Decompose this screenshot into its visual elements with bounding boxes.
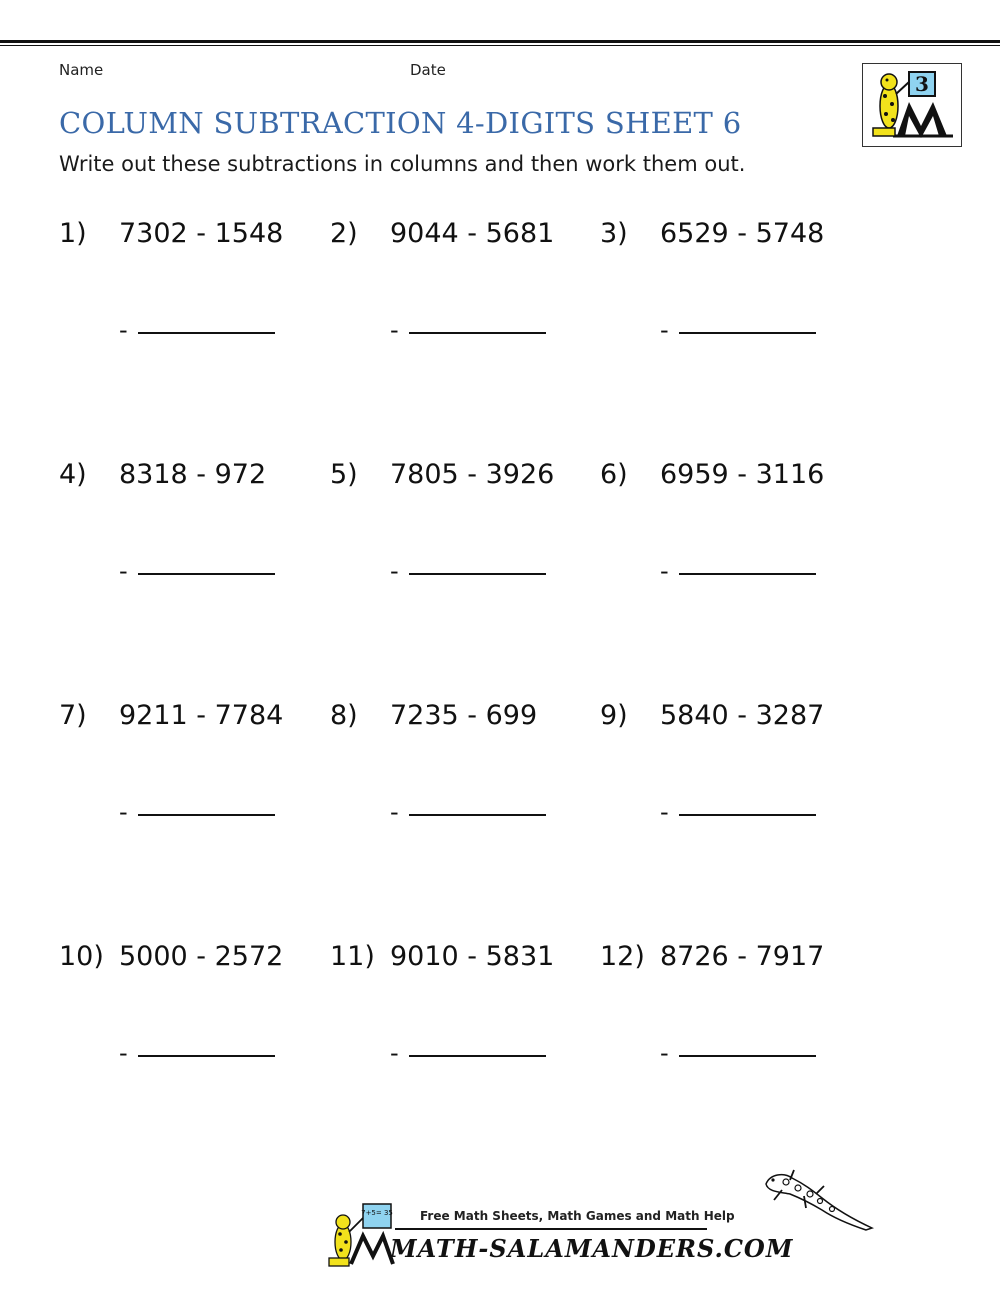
problem-item: [59, 700, 329, 840]
minus-sign: -: [660, 316, 669, 344]
worksheet-title: COLUMN SUBTRACTION 4-DIGITS SHEET 6: [59, 106, 742, 140]
problem-number: 11): [330, 941, 375, 972]
problem-item: [59, 459, 329, 599]
name-label: Name: [59, 61, 104, 79]
problem-expression: 7235 - 699: [390, 700, 538, 731]
answer-line[interactable]: [409, 1055, 546, 1057]
problem-item: [330, 700, 600, 840]
answer-line[interactable]: [679, 1055, 816, 1057]
minus-sign: -: [660, 557, 669, 585]
problem-number: 3): [600, 218, 628, 249]
problem-number: 2): [330, 218, 358, 249]
footer-tagline: Free Math Sheets, Math Games and Math Help: [420, 1209, 735, 1223]
problem-item: [330, 218, 600, 358]
answer-line[interactable]: [409, 573, 546, 575]
problem-expression: 5840 - 3287: [660, 700, 825, 731]
footer-logo-sign: 7+5= 35: [361, 1209, 393, 1217]
problem-expression: 9211 - 7784: [119, 700, 284, 731]
problem-expression: 5000 - 2572: [119, 941, 284, 972]
minus-sign: -: [390, 557, 399, 585]
problem-expression: 6529 - 5748: [660, 218, 825, 249]
problem-item: [600, 459, 870, 599]
problem-number: 8): [330, 700, 358, 731]
instructions: Write out these subtractions in columns and then work them out.: [59, 152, 746, 176]
problem-number: 5): [330, 459, 358, 490]
minus-sign: -: [119, 798, 128, 826]
problem-number: 10): [59, 941, 104, 972]
problem-expression: 9010 - 5831: [390, 941, 555, 972]
salamander-drawing-icon: [760, 1168, 880, 1238]
minus-sign: -: [119, 316, 128, 344]
problem-item: [330, 459, 600, 599]
problem-item: [600, 218, 870, 358]
problem-number: 9): [600, 700, 628, 731]
problem-item: [600, 700, 870, 840]
minus-sign: -: [390, 316, 399, 344]
problem-item: [330, 941, 600, 1081]
minus-sign: -: [119, 1039, 128, 1067]
grade-badge-number: 3: [915, 72, 929, 96]
minus-sign: -: [660, 1039, 669, 1067]
answer-line[interactable]: [138, 1055, 275, 1057]
problem-item: [59, 218, 329, 358]
problem-number: 1): [59, 218, 87, 249]
problem-expression: 9044 - 5681: [390, 218, 555, 249]
answer-line[interactable]: [409, 814, 546, 816]
answer-line[interactable]: [138, 573, 275, 575]
footer-salamander-logo-icon: [325, 1202, 395, 1272]
problem-expression: 7805 - 3926: [390, 459, 555, 490]
problem-expression: 6959 - 3116: [660, 459, 825, 490]
minus-sign: -: [660, 798, 669, 826]
minus-sign: -: [390, 1039, 399, 1067]
problem-expression: 7302 - 1548: [119, 218, 284, 249]
answer-line[interactable]: [138, 332, 275, 334]
problem-number: 4): [59, 459, 87, 490]
footer-rule: [395, 1228, 707, 1230]
minus-sign: -: [390, 798, 399, 826]
answer-line[interactable]: [679, 332, 816, 334]
answer-line[interactable]: [679, 814, 816, 816]
minus-sign: -: [119, 557, 128, 585]
problem-number: 7): [59, 700, 87, 731]
problem-expression: 8318 - 972: [119, 459, 267, 490]
problem-expression: 8726 - 7917: [660, 941, 825, 972]
footer-site-name[interactable]: MATH-SALAMANDERS.COM: [390, 1234, 794, 1263]
answer-line[interactable]: [679, 573, 816, 575]
answer-line[interactable]: [409, 332, 546, 334]
date-label: Date: [410, 61, 446, 79]
problem-number: 6): [600, 459, 628, 490]
problem-item: [600, 941, 870, 1081]
problem-number: 12): [600, 941, 645, 972]
problem-item: [59, 941, 329, 1081]
answer-line[interactable]: [138, 814, 275, 816]
